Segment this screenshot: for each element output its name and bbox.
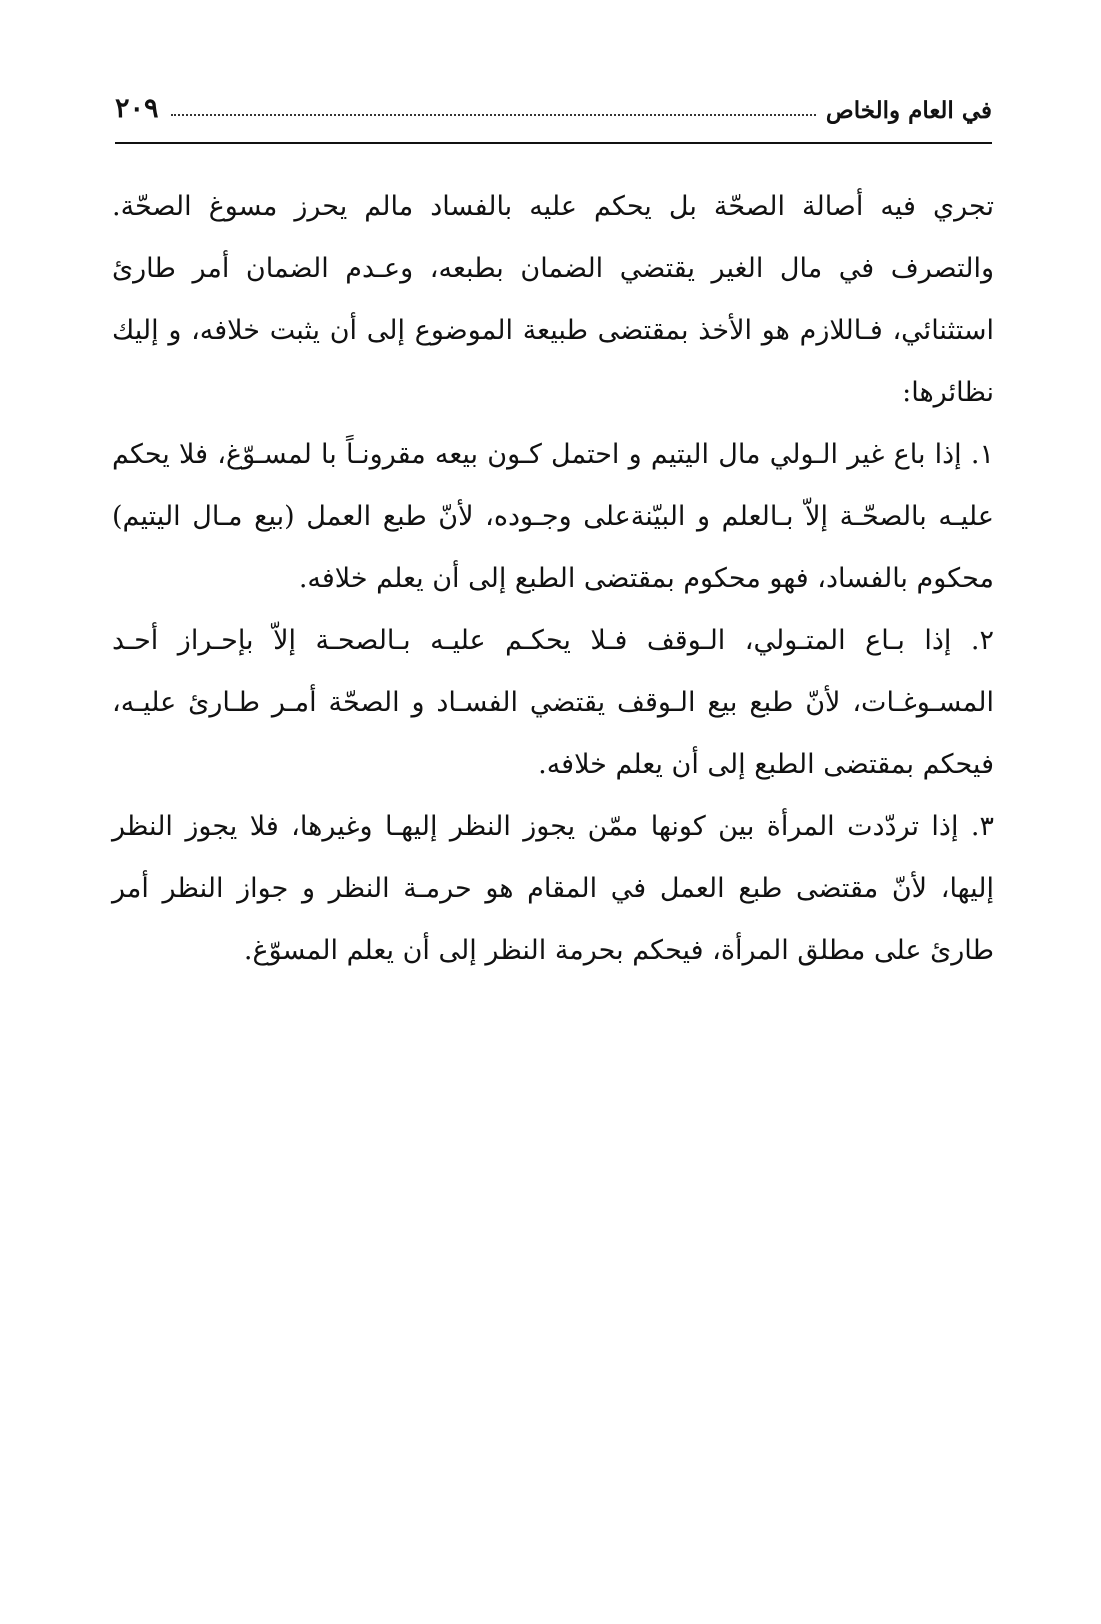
paragraph-item-1: ١. إذا باع غير الـولي مال اليتيم و احتمل كـون بيعه مقرونـاً با لمسـوّغ، فلا يحكم عليـه بالصحّـة إلاّ بـالعلم و البيّنةعلى وجـوده، لأنّ طبع العمل (بيع مـال اليتيم) محكوم بالفساد، فهو محكوم بمقتضى الطبع إلى أن يعلم خلافه. [112,439,994,594]
paragraph-item-2: ٢. إذا بـاع المتـولي، الـوقف فـلا يحكـم عليـه بـالصحـة إلاّ بإحـراز أحـد المسـوغـات، لأنّ طبع بيع الـوقف يقتضي الفسـاد و الصحّة أمـر طـارئ عليـه، فيحكم بمقتضى الطبع إلى أن يعلم خلافه. [112,625,994,780]
running-title: في العام والخاص [825,97,992,124]
paragraph-intro: تجري فيه أصالة الصحّة بل يحكم عليه بالفساد مالم يحرز مسوغ الصحّة. والتصرف في مال الغير يقتضي الضمان بطبعه، وعـدم الضمان أمر طارئ استثنائي، فـاللازم هو الأخذ بمقتضى طبيعة الموضوع إلى أن يثبت خلافه، و إليك نظائرها: [112,191,994,408]
page-header [115,82,992,126]
dotted-leader [171,113,816,116]
body-text [112,176,994,982]
header-divider [115,142,992,144]
page-number: ٢٠٩ [115,93,159,124]
paragraph-item-3: ٣. إذا تردّدت المرأة بين كونها ممّن يجوز النظر إليهـا وغيرها، فلا يجوز النظر إليها، لأنّ مقتضى طبع العمل في المقام هو حرمـة النظر و جواز النظر أمر طارئ على مطلق المرأة، فيحكم بحرمة النظر إلى أن يعلم المسوّغ. [112,811,994,966]
